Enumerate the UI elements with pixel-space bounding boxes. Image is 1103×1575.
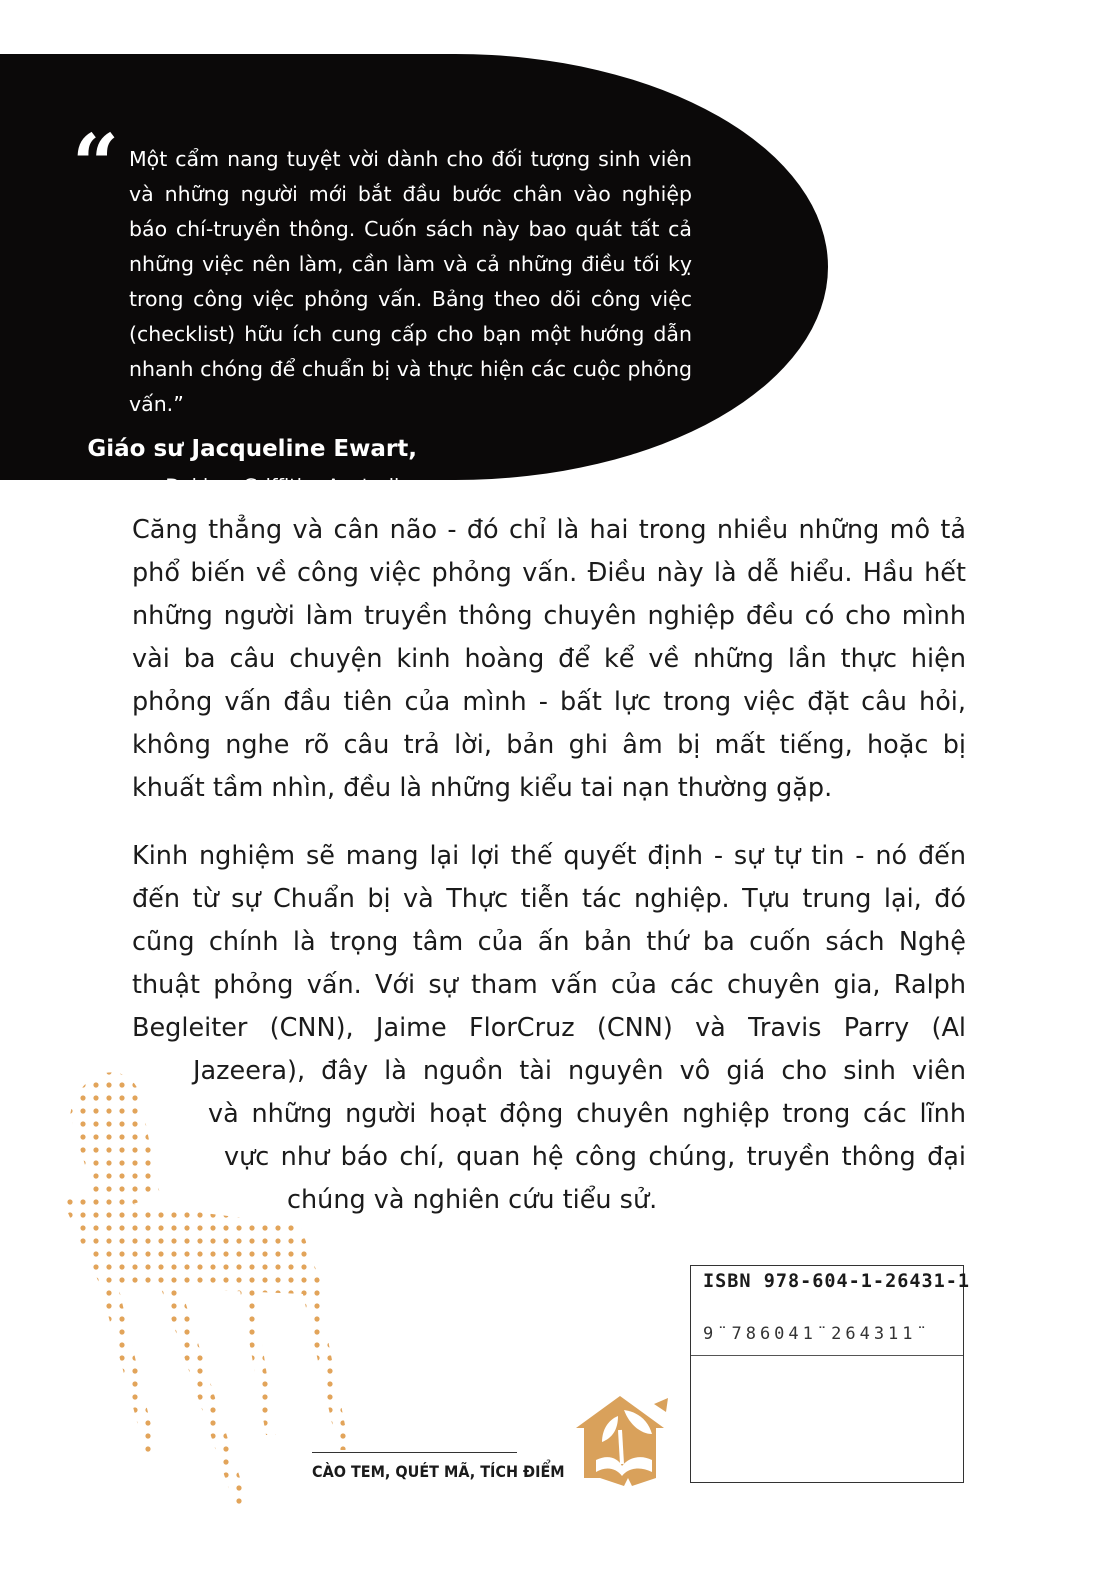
logo-flag xyxy=(654,1398,668,1412)
paragraph-2-line: Jazeera), đây là nguồn tài nguyên vô giá cho sinh viên xyxy=(193,1056,966,1086)
paragraph-2-line: vực như báo chí, quan hệ công chúng, truyền thông đại xyxy=(224,1142,966,1172)
quote-text: Một cẩm nang tuyệt vời dành cho đối tượng sinh viên và những người mới bắt đầu bước chân vào nghiệp báo chí-truyền thông. Cuốn sách này bao quát tất cả những việc nên làm, cần làm và cả những điều tối kỵ trong công việc phỏng vấn. Bảng theo dõi công việc (checklist) hữu ích cung cấp cho bạn một hướng dẫn nhanh chóng để chuẩn bị và thực hiện các cuộc phỏng vấn.” xyxy=(129,147,692,416)
publisher-logo-icon xyxy=(568,1390,678,1490)
isbn-barcode-box xyxy=(690,1265,971,1483)
paragraph-2-line: Kinh nghiệm sẽ mang lại lợi thế quyết định - sự tự tin - nó đến xyxy=(132,841,966,871)
paragraph-2-line: đến từ sự Chuẩn bị và Thực tiễn tác nghiệp. Tựu trung lại, đó xyxy=(132,884,966,914)
logo-stem xyxy=(620,1430,622,1464)
dotted-chair-illustration xyxy=(40,1055,370,1515)
paragraph-2-line: chúng và nghiên cứu tiểu sử. xyxy=(287,1185,658,1215)
quote-mark-icon: “ xyxy=(72,117,120,213)
isbn-label: ISBN 978-604-1-26431-1 xyxy=(703,1271,971,1292)
logo-shape xyxy=(576,1396,668,1486)
isbn-divider xyxy=(691,1355,963,1356)
chair-dots xyxy=(40,1055,370,1515)
quote-affiliation: Đại học Griffith , Australia. xyxy=(165,475,417,497)
quote-author: Giáo sư Jacqueline Ewart, xyxy=(87,436,417,462)
description-paragraph-1: Căng thẳng và cân não - đó chỉ là hai trong nhiều những mô tả phổ biến về công việc phỏng vấn. Điều này là dễ hiểu. Hầu hết những người làm truyền thông chuyên nghiệp đều có cho mình vài ba câu chuyện kinh hoàng để kể về những lần thực hiện phỏng vấn đầu tiên của mình - bất lực trong việc đặt câu hỏi, không nghe rõ câu trả lời, bản ghi âm bị mất tiếng, hoặc bị khuất tầm nhìn, đều là những kiểu tai nạn thường gặp. xyxy=(132,515,966,803)
promo-divider xyxy=(312,1452,517,1453)
promo-text: CÀO TEM, QUÉT MÃ, TÍCH ĐIỂM xyxy=(312,1462,565,1481)
quote-block xyxy=(0,54,828,497)
paragraph-2-line: Begleiter (CNN), Jaime FlorCruz (CNN) và Travis Parry (Al xyxy=(132,1013,966,1043)
barcode-digits: 9¨786041¨264311¨ xyxy=(703,1324,931,1344)
paragraph-2-line: và những người hoạt động chuyên nghiệp trong các lĩnh xyxy=(208,1099,966,1129)
paragraph-2-line: cũng chính là trọng tâm của ấn bản thứ ba cuốn sách Nghệ xyxy=(132,927,966,957)
paragraph-2-line: thuật phỏng vấn. Với sự tham vấn của các chuyên gia, Ralph xyxy=(132,970,966,1000)
